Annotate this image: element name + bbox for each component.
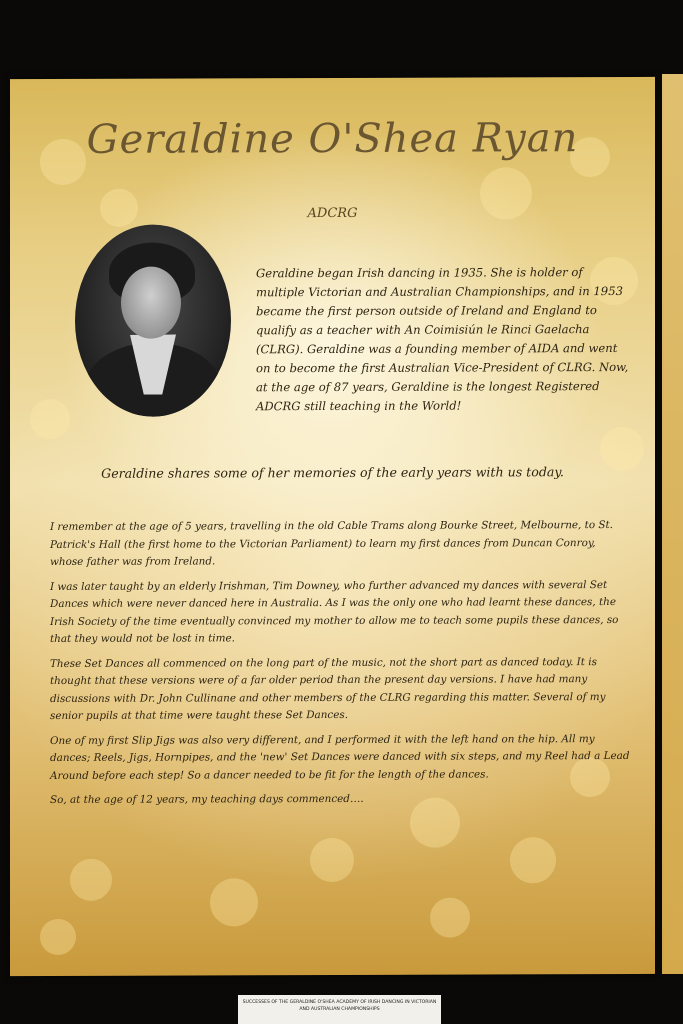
memories-body — [50, 517, 630, 817]
poster-subtitle: ADCRG — [307, 205, 358, 222]
intro-paragraph: Geraldine began Irish dancing in 1935. She is holder of multiple Victorian and Australian Championships, and in 1953 became the first person outside of Ireland and England to qualify as a teacher with An Coimisiún le Rinci Gaelacha (CLRG). Geraldine was a founding member of AIDA and went on to become the first Australian Vice-President of CLRG. Now, at the age of 87 years, Geraldine is the longest Registered ADCRG still teaching in the World! — [256, 265, 629, 414]
portrait-photo-icon — [75, 224, 231, 417]
memories-heading: Geraldine shares some of her memories of the early years with us today. — [101, 464, 564, 481]
memorial-poster — [10, 77, 655, 976]
poster-title: Geraldine O'Shea Ryan — [86, 115, 579, 163]
caption-label: SUCCESSES OF THE GERALDINE O'SHEA ACADEMY OF IRISH DANCING IN VICTORIAN AND AUSTRALIAN CHAMPIONSHIPS — [238, 995, 441, 1024]
memory-paragraph: One of my first Slip Jigs was also very different, and I performed it with the left hand on the hip. All my dances; Reels, Jigs, Hornpipes, and the 'new' Set Dances were danced with six steps, and my Reel had a Lead Around before each step! So a dancer needed to be fit for the length of the dances. — [50, 732, 630, 782]
adjacent-poster-edge — [662, 74, 683, 974]
memory-paragraph: I was later taught by an elderly Irishman, Tim Downey, who further advanced my dances with several Set Dances which were never danced here in Australia. As I was the only one who had learnt these dances, the Irish Society of the time eventually convinced my mother to allow me to teach some pupils these dances, so that they would not be lost in time. — [50, 578, 619, 645]
memory-paragraph: I remember at the age of 5 years, travelling in the old Cable Trams along Bourke Street, Melbourne, to St. Patrick's Hall (the first home to the Victorian Parliament) to learn my first dances from Duncan Conroy, whose father was from Ireland. — [50, 519, 613, 568]
memory-paragraph: These Set Dances all commenced on the long part of the music, not the short part as danced today. It is thought that these versions were of a far older period than the present day versions. I have had many discussions with Dr. John Cullinane and other members of the CLRG regarding this matter. Several of my senior pupils at that time were taught these Set Dances. — [50, 655, 606, 722]
memory-paragraph: So, at the age of 12 years, my teaching days commenced…. — [50, 792, 364, 806]
